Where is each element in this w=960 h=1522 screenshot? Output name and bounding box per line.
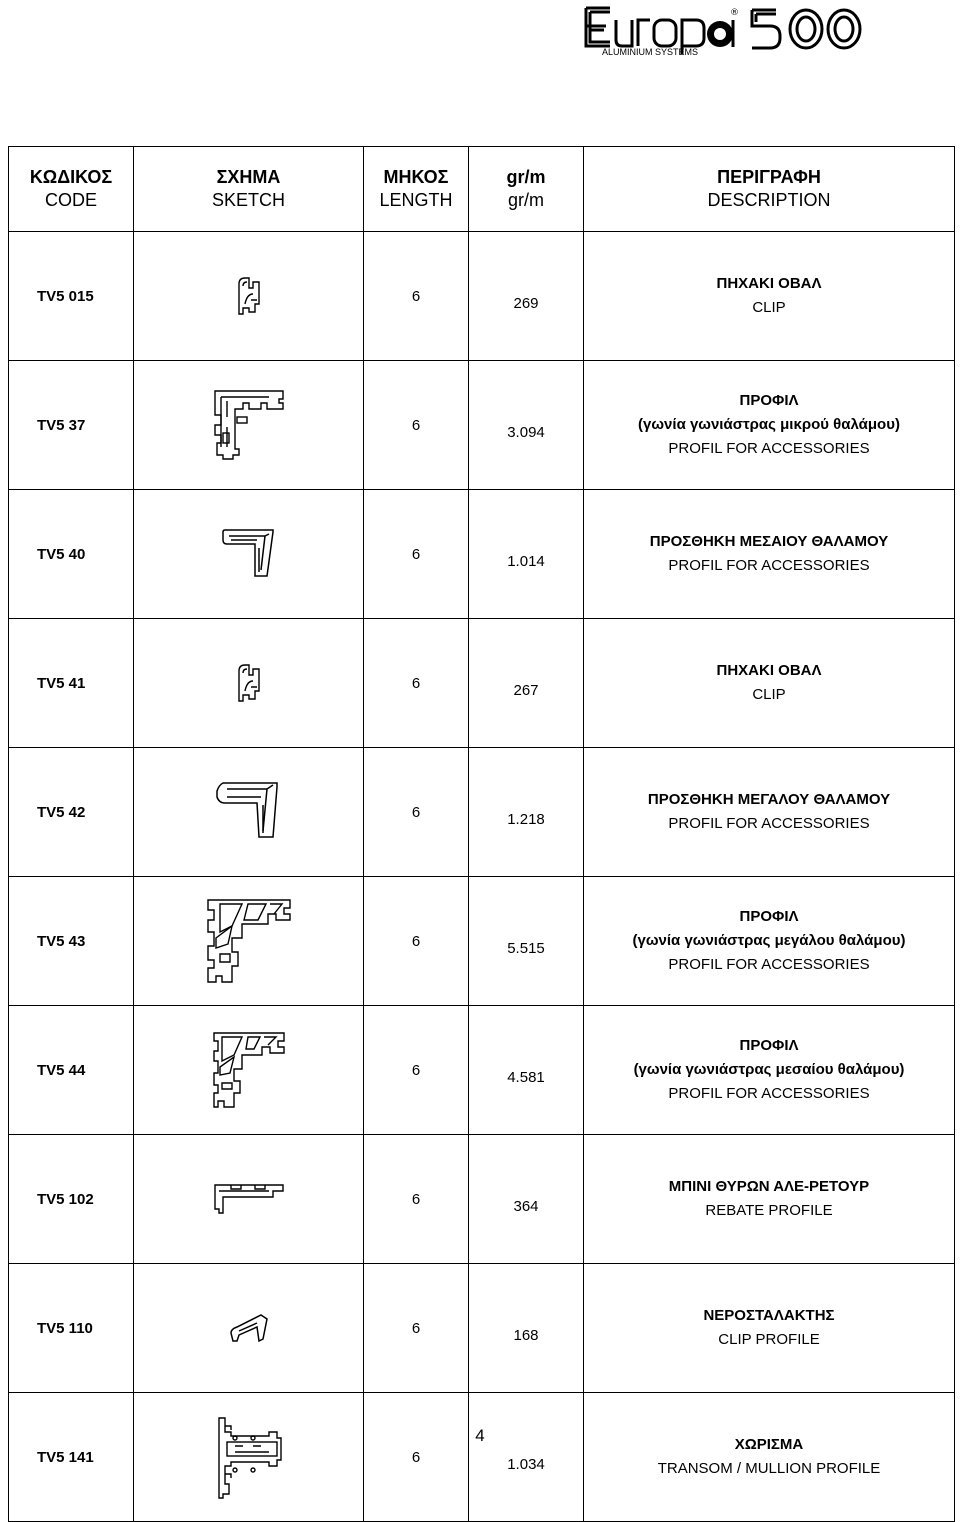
description-line: (γωνία γωνιάστρας μικρού θαλάμου) bbox=[638, 416, 900, 433]
page-number: 4 bbox=[475, 1426, 485, 1445]
code-cell: TV5 37 bbox=[9, 361, 134, 490]
sketch-cell bbox=[134, 1264, 364, 1393]
angle-insert-large-icon bbox=[134, 779, 363, 845]
rebate-profile-icon bbox=[134, 1181, 363, 1217]
description-line: PROFIL FOR ACCESSORIES bbox=[668, 1085, 870, 1102]
table-row bbox=[9, 748, 955, 877]
sketch-cell bbox=[134, 1135, 364, 1264]
weight-cell: 168 bbox=[469, 1264, 584, 1393]
description-line: ΠΗΧΑΚΙ ΟΒΑΛ bbox=[716, 275, 822, 292]
length-cell: 6 bbox=[364, 1006, 469, 1135]
header-sketch-en: SKETCH bbox=[211, 190, 285, 210]
length-cell: 6 bbox=[364, 1135, 469, 1264]
header-weight-gr: gr/m bbox=[506, 167, 546, 187]
profiles-table bbox=[8, 146, 955, 1522]
table-row bbox=[9, 1264, 955, 1393]
table-row bbox=[9, 1393, 955, 1522]
description-line: ΠΡΟΣΘΗΚΗ ΜΕΓΑΛΟΥ ΘΑΛΑΜΟΥ bbox=[647, 791, 891, 808]
corner-bracket-small-icon bbox=[134, 387, 363, 463]
weight-cell: 1.014 bbox=[469, 490, 584, 619]
description-cell bbox=[584, 361, 955, 490]
header-code-gr: ΚΩΔΙΚΟΣ bbox=[29, 167, 113, 187]
length-cell: 6 bbox=[364, 361, 469, 490]
description-line: PROFIL FOR ACCESSORIES bbox=[668, 956, 870, 973]
drip-clip-icon bbox=[134, 1311, 363, 1345]
description-line: ΠΡΟΦΙΛ bbox=[739, 1037, 799, 1054]
table-row bbox=[9, 361, 955, 490]
description-line: ΜΠΙΝΙ ΘΥΡΩΝ ΑΛΕ-ΡΕΤΟΥΡ bbox=[668, 1178, 870, 1195]
table-row bbox=[9, 619, 955, 748]
clip-profile-icon bbox=[134, 274, 363, 318]
table-row bbox=[9, 1006, 955, 1135]
description-cell bbox=[584, 877, 955, 1006]
description-line: CLIP bbox=[752, 299, 786, 316]
sketch-cell bbox=[134, 490, 364, 619]
description-cell bbox=[584, 1135, 955, 1264]
description-cell bbox=[584, 619, 955, 748]
header-code bbox=[9, 147, 134, 232]
length-cell: 6 bbox=[364, 1264, 469, 1393]
weight-cell: 269 bbox=[469, 232, 584, 361]
weight-cell: 1.034 bbox=[469, 1393, 584, 1522]
description-line: TRANSOM / MULLION PROFILE bbox=[657, 1460, 881, 1477]
description-cell bbox=[584, 490, 955, 619]
length-cell: 6 bbox=[364, 748, 469, 877]
corner-bracket-medium-icon bbox=[134, 1029, 363, 1111]
header-code-en: CODE bbox=[44, 190, 97, 210]
weight-cell: 364 bbox=[469, 1135, 584, 1264]
sketch-cell bbox=[134, 1006, 364, 1135]
table-row bbox=[9, 232, 955, 361]
length-cell: 6 bbox=[364, 619, 469, 748]
table-row bbox=[9, 877, 955, 1006]
code-cell: TV5 44 bbox=[9, 1006, 134, 1135]
code-cell: TV5 41 bbox=[9, 619, 134, 748]
sketch-cell bbox=[134, 232, 364, 361]
brand-tagline: ALUMINIUM SYSTEMS bbox=[602, 47, 699, 56]
header-description-gr: ΠΕΡΙΓΡΑΦΗ bbox=[717, 167, 821, 187]
header-sketch bbox=[134, 147, 364, 232]
angle-insert-medium-icon bbox=[134, 526, 363, 582]
description-line: CLIP bbox=[752, 686, 786, 703]
description-cell bbox=[584, 232, 955, 361]
sketch-cell bbox=[134, 1393, 364, 1522]
length-cell: 6 bbox=[364, 877, 469, 1006]
description-line: PROFIL FOR ACCESSORIES bbox=[668, 557, 870, 574]
description-line: (γωνία γωνιάστρας μεγάλου θαλάμου) bbox=[632, 932, 906, 949]
description-line: CLIP PROFILE bbox=[718, 1331, 820, 1348]
code-cell: TV5 015 bbox=[9, 232, 134, 361]
description-line: PROFIL FOR ACCESSORIES bbox=[668, 815, 870, 832]
length-cell: 6 bbox=[364, 490, 469, 619]
clip-profile-icon bbox=[134, 661, 363, 705]
description-cell bbox=[584, 1393, 955, 1522]
header-length-gr: ΜΗΚΟΣ bbox=[383, 167, 449, 187]
description-cell bbox=[584, 1264, 955, 1393]
description-line: ΠΡΟΦΙΛ bbox=[739, 392, 799, 409]
header-length-en: LENGTH bbox=[379, 190, 453, 210]
code-cell: TV5 102 bbox=[9, 1135, 134, 1264]
code-cell: TV5 110 bbox=[9, 1264, 134, 1393]
code-cell: TV5 42 bbox=[9, 748, 134, 877]
table-header-row bbox=[9, 147, 955, 232]
header-sketch-gr: ΣΧΗΜΑ bbox=[216, 167, 281, 187]
description-line: ΠΗΧΑΚΙ ΟΒΑΛ bbox=[716, 662, 822, 679]
description-line: ΧΩΡΙΣΜΑ bbox=[734, 1436, 804, 1453]
header-weight-en: gr/m bbox=[508, 190, 544, 210]
corner-bracket-large-icon bbox=[134, 896, 363, 986]
table-row bbox=[9, 490, 955, 619]
code-cell: TV5 43 bbox=[9, 877, 134, 1006]
weight-cell: 5.515 bbox=[469, 877, 584, 1006]
code-cell: TV5 40 bbox=[9, 490, 134, 619]
description-line: ΝΕΡΟΣΤΑΛΑΚΤΗΣ bbox=[703, 1307, 835, 1324]
length-cell: 6 bbox=[364, 232, 469, 361]
header-description-en: DESCRIPTION bbox=[707, 190, 831, 210]
weight-cell: 4.581 bbox=[469, 1006, 584, 1135]
description-line: ΠΡΟΦΙΛ bbox=[739, 908, 799, 925]
weight-cell: 267 bbox=[469, 619, 584, 748]
header-description bbox=[584, 147, 955, 232]
description-cell bbox=[584, 748, 955, 877]
sketch-cell bbox=[134, 748, 364, 877]
header-weight bbox=[469, 147, 584, 232]
registered-mark: ® bbox=[730, 8, 739, 18]
description-line: (γωνία γωνιάστρας μεσαίου θαλάμου) bbox=[633, 1061, 905, 1078]
sketch-cell bbox=[134, 619, 364, 748]
sketch-cell bbox=[134, 361, 364, 490]
description-line: REBATE PROFILE bbox=[705, 1202, 833, 1219]
table-row bbox=[9, 1135, 955, 1264]
weight-cell: 3.094 bbox=[469, 361, 584, 490]
code-cell: TV5 141 bbox=[9, 1393, 134, 1522]
header-length bbox=[364, 147, 469, 232]
description-line: PROFIL FOR ACCESSORIES bbox=[668, 440, 870, 457]
description-line: ΠΡΟΣΘΗΚΗ ΜΕΣΑΙΟΥ ΘΑΛΑΜΟΥ bbox=[649, 533, 889, 550]
brand-logo bbox=[580, 4, 870, 56]
length-cell: 6 bbox=[364, 1393, 469, 1522]
description-cell bbox=[584, 1006, 955, 1135]
weight-cell: 1.218 bbox=[469, 748, 584, 877]
sketch-cell bbox=[134, 877, 364, 1006]
